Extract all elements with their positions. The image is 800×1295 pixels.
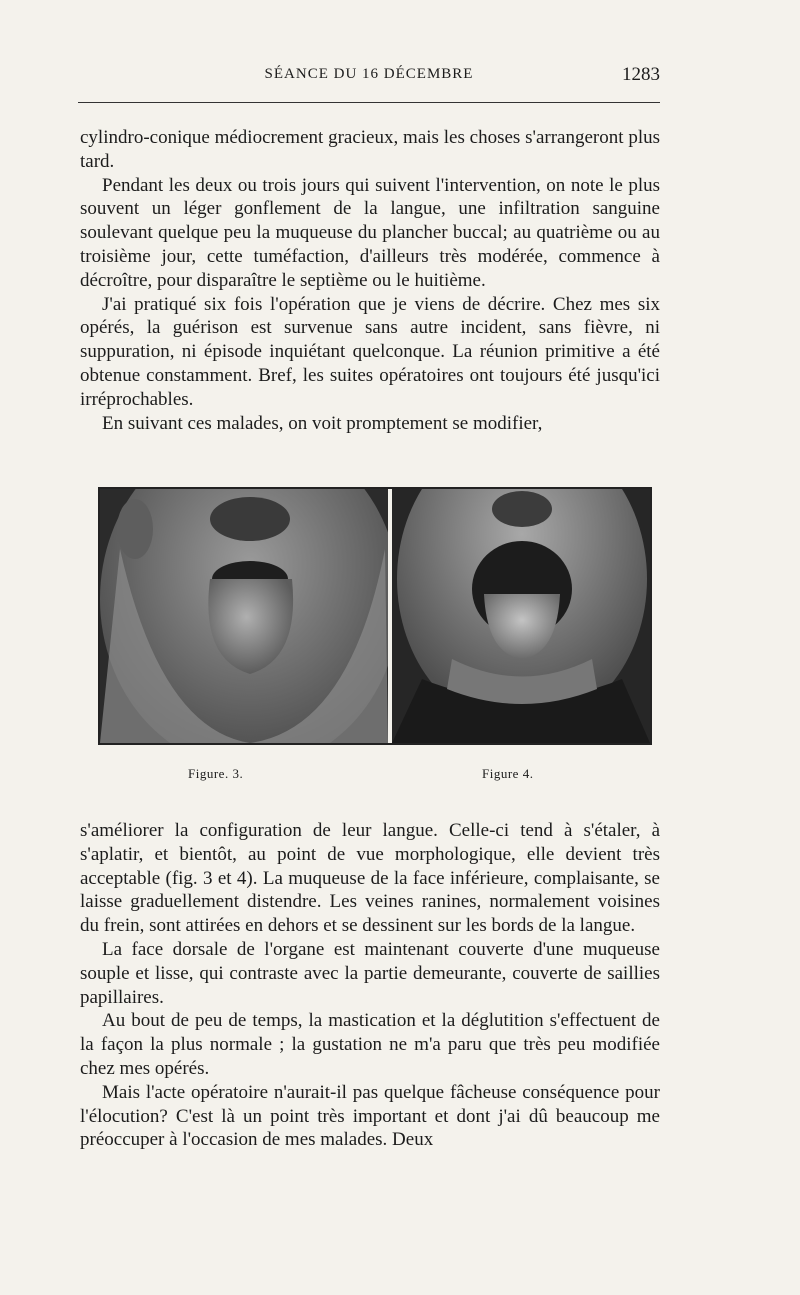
text-after-figures xyxy=(80,819,660,1152)
paragraph-2: Pendant les deux ou trois jours qui suivent l'intervention, on note le plus souvent un léger gonflement de la langue, une infiltration sanguine soulevant quelque peu la muqueuse du plancher buccal; au quatrième ou au troisième jour, cette tuméfaction, d'ailleurs très modérée, commence à décroître, pour disparaître le septième ou le huitième. xyxy=(80,174,660,291)
paragraph-4: En suivant ces malades, on voit promptement se modifier, xyxy=(102,412,543,434)
header-rule xyxy=(78,102,660,103)
paragraph-3: J'ai pratiqué six fois l'opération que je viens de décrire. Chez mes six opérés, la guérison est survenue sans autre incident, sans fièvre, ni suppuration, ni épisode inquiétant quelconque. La réunion primitive a été obtenue constamment. Bref, les suites opératoires ont toujours été jusqu'ici irréprochables. xyxy=(80,293,660,410)
paragraph-6: La face dorsale de l'organe est maintenant couverte d'une muqueuse souple et lisse, qui contraste avec la partie demeurante, couverte de saillies papillaires. xyxy=(80,938,660,1008)
paragraph-7: Au bout de peu de temps, la mastication et la déglutition s'effectuent de la façon la plus normale ; la gustation ne m'a paru que très peu modifiée chez mes opérés. xyxy=(80,1010,660,1079)
running-header xyxy=(78,66,660,92)
figure-3-caption: Figure. 3. xyxy=(188,766,244,781)
text-before-figures xyxy=(80,126,660,435)
figure-3-photo xyxy=(100,489,388,743)
figure-4-photo xyxy=(392,489,650,743)
paragraph-8: Mais l'acte opératoire n'aurait-il pas quelque fâcheuse conséquence pour l'élocution? C'est là un point très important et dont j'ai dû beaucoup me préoccuper à l'occasion de mes malades. Deux xyxy=(80,1081,660,1151)
page-number: 1283 xyxy=(622,64,660,85)
paragraph-1: cylindro-conique médiocrement gracieux, mais les choses s'arrangeront plus tard. xyxy=(80,127,660,172)
figures-plate xyxy=(98,487,652,745)
figure-4-caption: Figure 4. xyxy=(482,766,534,781)
running-title: SÉANCE DU 16 DÉCEMBRE xyxy=(264,66,474,82)
paragraph-5: s'améliorer la configuration de leur langue. Celle-ci tend à s'étaler, à s'aplatir, et bientôt, au point de vue morphologique, elle devient très acceptable (fig. 3 et 4). La muqueuse de la face inférieure, complaisante, se laisse graduellement distendre. Les veines ranines, normalement voisines du frein, sont attirées en dehors et se dessinent sur les bords de la langue. xyxy=(80,820,660,937)
